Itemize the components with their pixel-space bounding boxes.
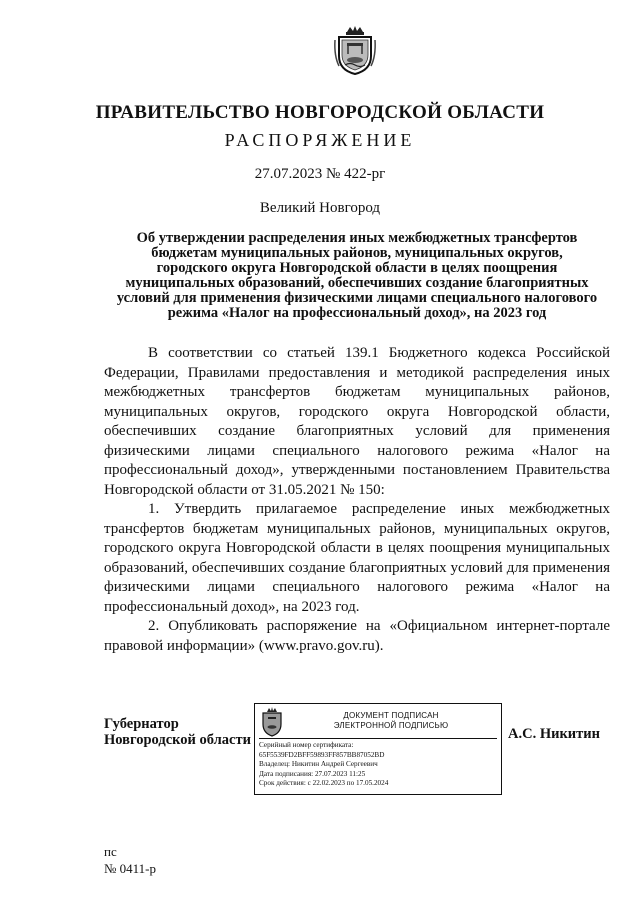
clause-1-paragraph: 1. Утвердить прилагаемое распределение иных межбюджетных трансфертов бюджетам муниципальных районов, муниципальных округов, городского округа Новгородской области в целях поощрения муниципальных образований, обеспечивших создание благоприятных условий для применения физическими лицами специального налогового режима «Налог на профессиональный доход», на 2023 год. bbox=[104, 501, 610, 615]
clause-2-paragraph: 2. Опубликовать распоряжение на «Официальном интернет-портале правовой информации» (www.pravo.gov.ru). bbox=[104, 618, 610, 654]
subject-line: муниципальных образований, обеспечивших создание благоприятных bbox=[125, 275, 589, 291]
signing-date: Дата подписания: 27.07.2023 11:25 bbox=[259, 769, 366, 778]
certificate-owner: Владелец: Никитин Андрей Сергеевич bbox=[259, 760, 378, 769]
stamp-details bbox=[259, 741, 499, 789]
stamp-heading bbox=[289, 711, 493, 731]
coat-of-arms-icon bbox=[333, 24, 377, 76]
certificate-number: 65F5539FD2BFF59893FF857BB87052BD bbox=[259, 750, 385, 759]
document-body bbox=[104, 344, 610, 656]
position-line: Новгородской области bbox=[104, 732, 251, 748]
subject-line: бюджетам муниципальных районов, муниципальных округов, bbox=[151, 245, 563, 261]
subject-line: условий для применения физическими лицами специального налогового bbox=[116, 290, 598, 306]
stamp-title-line: ДОКУМЕНТ ПОДПИСАН bbox=[343, 711, 439, 720]
certificate-label: Серийный номер сертификата: bbox=[259, 741, 354, 749]
document-footer bbox=[104, 843, 156, 877]
stamp-title-line: ЭЛЕКТРОННОЙ ПОДПИСЬЮ bbox=[333, 721, 449, 730]
position-line: Губернатор bbox=[104, 716, 179, 732]
registration-code: № 0411-р bbox=[104, 861, 156, 876]
government-title: ПРАВИТЕЛЬСТВО НОВГОРОДСКОЙ ОБЛАСТИ bbox=[95, 102, 545, 123]
subject-line: городского округа Новгородской области в целях поощрения bbox=[156, 260, 558, 276]
document-type: РАСПОРЯЖЕНИЕ bbox=[224, 130, 416, 150]
preamble-paragraph: В соответствии со статьей 139.1 Бюджетного кодекса Российской Федерации, Правилами предоставления и методикой распределения иных межбюджетных трансфертов бюджетам муниципальных районов, муниципальных округов, городского округа Новгородской области, обеспечивших создание благоприятных условий для применения физическими лицами специального налогового режима «Налог на профессиональный доход», утвержденными постановлением Правительства Новгородской области от 31.05.2021 № 150: bbox=[104, 345, 610, 498]
document-date-number: 27.07.2023 № 422-рг bbox=[254, 166, 386, 182]
subject-line: режима «Налог на профессиональный доход», на 2023 год bbox=[167, 305, 547, 321]
signatory-name: А.С. Никитин bbox=[508, 726, 600, 742]
electronic-signature-stamp bbox=[254, 703, 502, 795]
document-subject bbox=[104, 231, 610, 321]
document-city: Великий Новгород bbox=[259, 200, 381, 216]
certificate-validity: Срок действия: с 22.02.2023 по 17.05.2024 bbox=[259, 779, 389, 788]
subject-line: Об утверждении распределения иных межбюджетных трансфертов bbox=[136, 230, 578, 246]
signatory-position bbox=[104, 716, 254, 748]
executor-initials: пс bbox=[104, 844, 117, 859]
coat-of-arms-small-icon bbox=[260, 707, 284, 737]
stamp-divider bbox=[259, 738, 497, 739]
